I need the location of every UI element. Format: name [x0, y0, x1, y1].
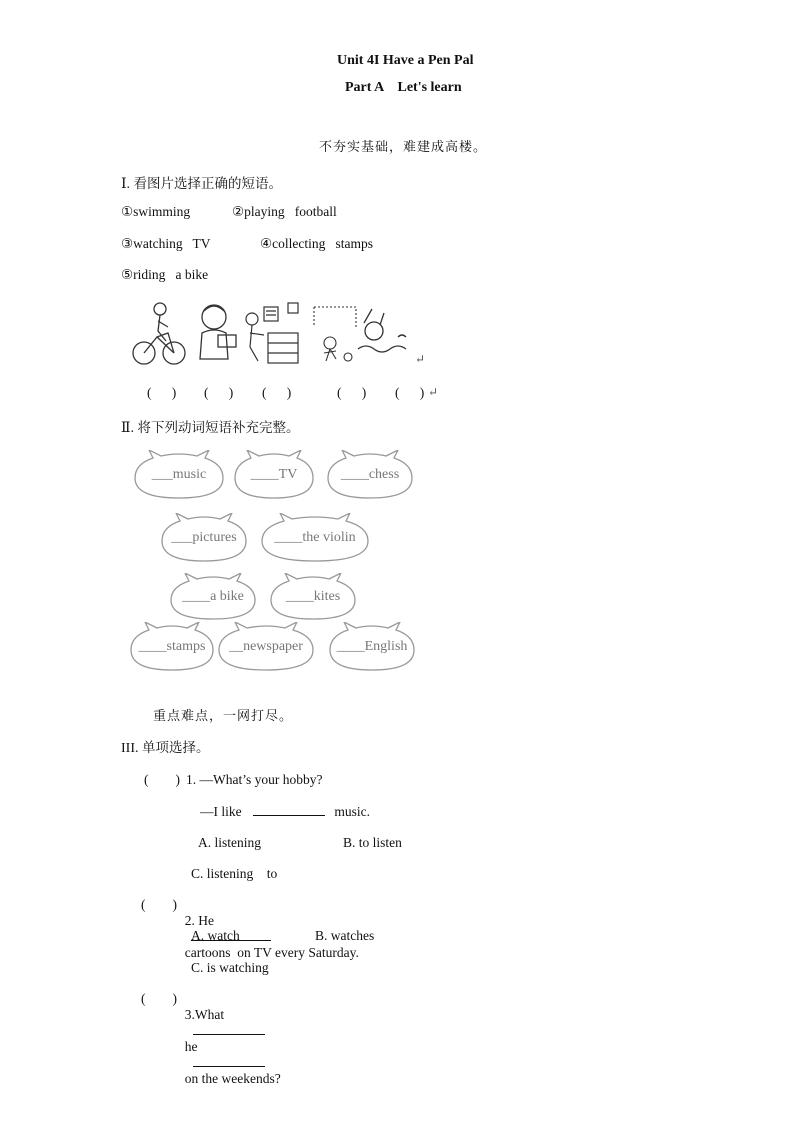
section3-heading [121, 736, 210, 757]
motto-2: 重点难点，一网打尽。 [153, 709, 294, 724]
swimmer-icon [358, 309, 406, 352]
q2-option-a[interactable]: A. watch [191, 928, 240, 943]
q1-line2-post: music. [334, 804, 370, 819]
football-goal-icon [314, 307, 356, 361]
option-2: ②playing football [232, 204, 337, 219]
section1-number: Ⅰ. [121, 177, 131, 192]
bubble-kites[interactable] [269, 573, 357, 621]
bubble-label: ___music [151, 467, 207, 482]
section2-heading [121, 416, 300, 437]
bubble-label: ____a bike [182, 589, 244, 604]
q2-stem-post: cartoons on TV every Saturday. [184, 945, 359, 960]
answer-slot-2[interactable]: ( ) [204, 385, 234, 400]
bubble-label: ____the violin [274, 530, 356, 545]
section1-heading [121, 172, 282, 193]
q3-blank-2[interactable] [193, 1066, 265, 1067]
q2-option-b[interactable]: B. watches [315, 928, 375, 943]
q1-option-b[interactable]: B. to listen [343, 835, 402, 850]
bubble-a-bike[interactable] [169, 573, 257, 621]
q2-option-c[interactable]: C. is watching [191, 960, 269, 975]
q2-stem-pre: 2. He [184, 913, 214, 928]
answer-slot-3[interactable]: ( ) [262, 385, 292, 400]
q3-paren[interactable]: ( ) [141, 991, 177, 1006]
q1-line2 [200, 804, 370, 820]
section3-instruction: 单项选择。 [142, 740, 210, 756]
bubble-label: ____kites [285, 589, 341, 604]
q1-blank[interactable] [253, 815, 325, 816]
section2-number: Ⅱ. [121, 421, 135, 436]
bubble-pictures[interactable] [160, 513, 248, 563]
bubble-label: ____chess [340, 467, 400, 482]
bubble-tv[interactable] [233, 450, 315, 500]
q3-stem-pre: 3.What [184, 1007, 225, 1022]
q3-stem-post: on the weekends? [184, 1071, 281, 1086]
motto: 不夯实基础，难建成高楼。 [319, 140, 488, 155]
option-5: ⑤riding a bike [121, 267, 209, 282]
section2-instruction: 将下列动词短语补充完整。 [137, 420, 300, 436]
q3-stem-mid: he [184, 1039, 198, 1054]
bubble-chess[interactable] [326, 450, 414, 500]
bubble-label: ____English [336, 639, 408, 654]
section3-number: III. [121, 741, 139, 756]
riding-bike-icon [133, 303, 185, 364]
bubble-violin[interactable] [260, 513, 370, 563]
answer-slot-4[interactable]: ( ) [337, 385, 367, 400]
desk-collecting-icon [246, 303, 298, 363]
answer-slot-5[interactable]: ( ) [395, 385, 425, 400]
answer-slot-1[interactable]: ( ) [147, 385, 177, 400]
bubble-english[interactable] [328, 622, 416, 672]
q1-option-c[interactable]: C. listening to [191, 866, 278, 881]
q1-stem: 1. —What’s your hobby? [186, 772, 323, 787]
bubble-music[interactable] [133, 450, 225, 500]
q3-blank-1[interactable] [193, 1034, 265, 1035]
bubble-label: ___pictures [171, 530, 237, 545]
option-1: ①swimming [121, 204, 191, 219]
part-title: Part A Let's learn [345, 80, 462, 95]
bubble-label: __newspaper [229, 639, 303, 654]
reading-child-icon [200, 305, 236, 359]
q1-line2-pre: —I like [200, 804, 242, 819]
option-4: ④collecting stamps [260, 236, 373, 251]
option-3: ③watching TV [121, 236, 211, 251]
q1-paren[interactable]: ( ) [144, 772, 180, 787]
picture-strip [130, 297, 420, 369]
return-mark: ↵ [415, 352, 426, 366]
bubble-newspaper[interactable] [217, 622, 315, 672]
q2-paren[interactable]: ( ) [141, 897, 177, 912]
unit-title: Unit 4I Have a Pen Pal [337, 53, 474, 68]
section1-instruction: 看图片选择正确的短语。 [133, 176, 283, 192]
bubble-label: ____stamps [138, 639, 206, 654]
bubble-label: ____TV [250, 467, 298, 482]
bubble-stamps[interactable] [129, 622, 215, 672]
q3-stem [178, 991, 281, 1087]
q1-option-a[interactable]: A. listening [198, 835, 261, 850]
return-mark-2: ↵ [428, 385, 439, 399]
